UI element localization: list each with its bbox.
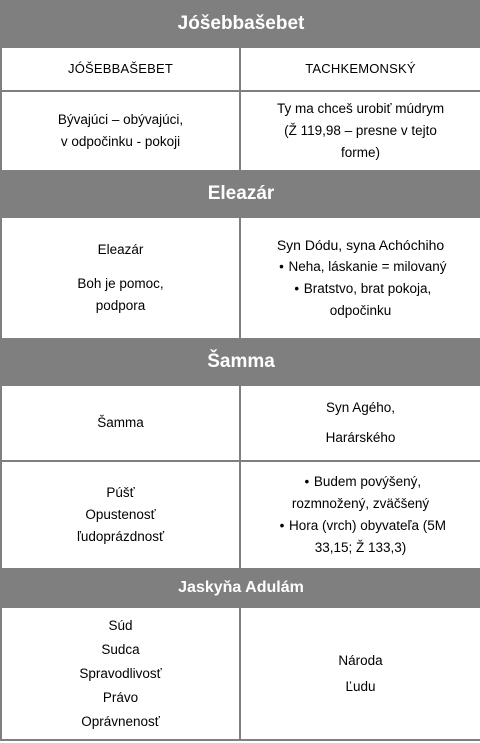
- text-line: Ty ma chceš urobiť múdrym: [276, 101, 445, 116]
- list-item: • Budem povýšený,: [247, 471, 474, 493]
- header-right: TACHKEMONSKÝ: [240, 47, 480, 91]
- list-item: • Hora (vrch) obyvateľa (5M: [247, 515, 474, 537]
- row5-right: [240, 607, 480, 740]
- text-line: Boh je pomoc,: [77, 276, 164, 291]
- text-line: Opustenosť: [85, 507, 156, 522]
- text-line: (Ž 119,98 – presne v tejto: [284, 123, 437, 138]
- list-item: 33,15; Ž 133,3): [314, 540, 407, 555]
- section-title: Šamma: [1, 339, 480, 385]
- text-line: Súd: [108, 617, 133, 633]
- table-row: [1, 91, 480, 171]
- text-line: ľudoprázdnosť: [76, 529, 165, 544]
- bullet-icon: •: [294, 281, 300, 296]
- text-line: v odpočinku - pokoji: [60, 134, 181, 149]
- text-line: Syn Dódu, syna Achóchiho: [276, 237, 445, 253]
- text-line: Sudca: [101, 641, 140, 657]
- text-line: Syn Agého,: [325, 400, 396, 415]
- row1-left: [1, 91, 240, 171]
- table-row: [1, 217, 480, 339]
- row4-right: [240, 461, 480, 569]
- list-item: • Bratstvo, brat pokoja,: [247, 278, 474, 300]
- section-band-josebbasebet: [1, 1, 480, 47]
- column-header-row: [1, 47, 480, 91]
- text-line: Národa: [338, 652, 383, 668]
- text-line: podpora: [95, 298, 146, 313]
- text-line: Bývajúci – obývajúci,: [57, 112, 184, 127]
- row3-right: [240, 385, 480, 461]
- header-left: JÓŠEBBAŠEBET: [1, 47, 240, 91]
- row2-left: [1, 217, 240, 339]
- text-line: Spravodlivosť: [79, 665, 162, 681]
- row3-left: Šamma: [1, 385, 240, 461]
- bullet-icon: •: [279, 518, 285, 533]
- bullet-icon: •: [279, 259, 284, 274]
- row1-right: [240, 91, 480, 171]
- text-line: Púšť: [106, 485, 135, 500]
- row4-left: [1, 461, 240, 569]
- section-band-eleazar: [1, 171, 480, 217]
- text-line: Harárského: [325, 430, 396, 445]
- section-title: Jaskyňa Adulám: [1, 569, 480, 607]
- list-item: • Neha, láskanie = milovaný: [247, 256, 474, 278]
- bullet-icon: •: [304, 474, 310, 489]
- list-item: odpočinku: [329, 303, 392, 318]
- table-row: [1, 607, 480, 740]
- list-item: rozmnožený, zväčšený: [291, 496, 430, 511]
- table-row: [1, 385, 480, 461]
- section-title: Jóšebbašebet: [1, 1, 480, 47]
- section-band-jaskyna: [1, 569, 480, 607]
- text-line: Oprávnenosť: [81, 713, 160, 729]
- table-row: [1, 461, 480, 569]
- row2-right: [240, 217, 480, 339]
- bullet-list: [241, 471, 480, 559]
- text-line: forme): [341, 145, 381, 160]
- text-line: Eleazár: [97, 242, 144, 257]
- text-line: Právo: [102, 689, 139, 705]
- bullet-list: [241, 256, 480, 322]
- row5-left: [1, 607, 240, 740]
- section-band-samma: [1, 339, 480, 385]
- section-title: Eleazár: [1, 171, 480, 217]
- text-line: Ľudu: [345, 678, 376, 694]
